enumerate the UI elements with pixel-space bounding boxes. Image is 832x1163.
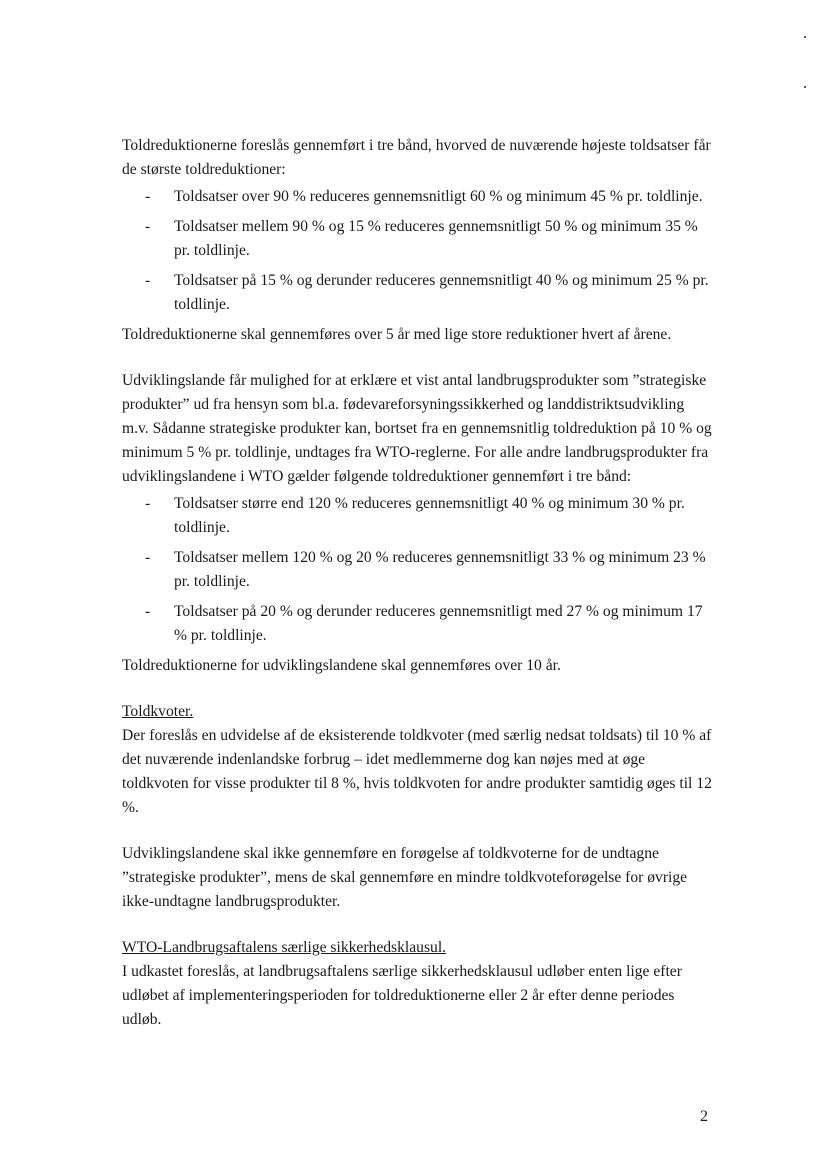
list-item: - Toldsatser på 20 % og derunder reduceres gennemsnitligt med 27 % og minimum 17 % pr. toldlinje. [122, 600, 714, 648]
list-item: - Toldsatser mellem 90 % og 15 % reduceres gennemsnitligt 50 % og minimum 35 % pr. toldlinje. [122, 215, 714, 263]
section1-list [122, 185, 714, 317]
list-dash: - [145, 218, 151, 235]
list-dash: - [145, 495, 151, 512]
section-heading-sikkerhedsklausul: WTO-Landbrugsaftalens særlige sikkerhedsklausul. [122, 939, 447, 956]
section2-intro: Udviklingslande får mulighed for at erklære et vist antal landbrugsprodukter som ”strategiske produkter” ud fra hensyn som bl.a. fødevareforsyningssikkerhed og landdistriktsudvikling m.v. Sådanne strategiske produkter kan, bortset fra en gennemsnitlig toldreduktion på 10 % og minimum 5 % pr. toldlinje, undtages fra WTO-reglerne. For alle andre landbrugsprodukter fra udviklingslandene i WTO gælder følgende toldreduktioner gennemført i tre bånd: [122, 372, 712, 485]
list-dash: - [145, 549, 151, 566]
section1-intro: Toldreduktionerne foreslås gennemført i tre bånd, hvorved de nuværende højeste toldsatser får de største toldreduktioner: [122, 137, 711, 178]
list-dash: - [145, 603, 151, 620]
section2-list [122, 492, 714, 648]
document-body [122, 134, 714, 1032]
section4-body: I udkastet foreslås, at landbrugsaftalens særlige sikkerhedsklausul udløber enten lige efter udløbet af implementeringsperioden for toldreduktionerne eller 2 år efter denne periodes udløb. [122, 963, 682, 1028]
section3-body2: Udviklingslandene skal ikke gennemføre en forøgelse af toldkvoterne for de undtagne ”strategiske produkter”, mens de skal gennemføre en mindre toldkvoteforøgelse for øvrige ikke-undtagne landbrugsprodukter. [122, 845, 688, 910]
list-item: - Toldsatser over 90 % reduceres gennemsnitligt 60 % og minimum 45 % pr. toldlinje. [122, 185, 714, 209]
scan-speck [804, 86, 806, 88]
section-heading-toldkvoter: Toldkvoter. [122, 703, 194, 720]
list-item: - Toldsatser mellem 120 % og 20 % reduceres gennemsnitligt 33 % og minimum 23 % pr. toldlinje. [122, 546, 714, 594]
list-item: - Toldsatser på 15 % og derunder reduceres gennemsnitligt 40 % og minimum 25 % pr. toldlinje. [122, 269, 714, 317]
scan-speck [804, 36, 806, 38]
section2-outro: Toldreduktionerne for udviklingslandene skal gennemføres over 10 år. [122, 657, 561, 674]
list-item: - Toldsatser større end 120 % reduceres gennemsnitligt 40 % og minimum 30 % pr. toldlinje. [122, 492, 714, 540]
list-dash: - [145, 188, 151, 205]
page-number: 2 [700, 1108, 708, 1125]
section3-body: Der foreslås en udvidelse af de eksisterende toldkvoter (med særlig nedsat toldsats) til 10 % af det nuværende indenlandske forbrug – idet medlemmerne dog kan nøjes med at øge toldkvoten for visse produkter til 8 %, hvis toldkvoten for andre produkter samtidig øges til 12 %. [122, 727, 712, 816]
list-dash: - [145, 272, 151, 289]
section1-outro: Toldreduktionerne skal gennemføres over 5 år med lige store reduktioner hvert af årene. [122, 326, 672, 343]
